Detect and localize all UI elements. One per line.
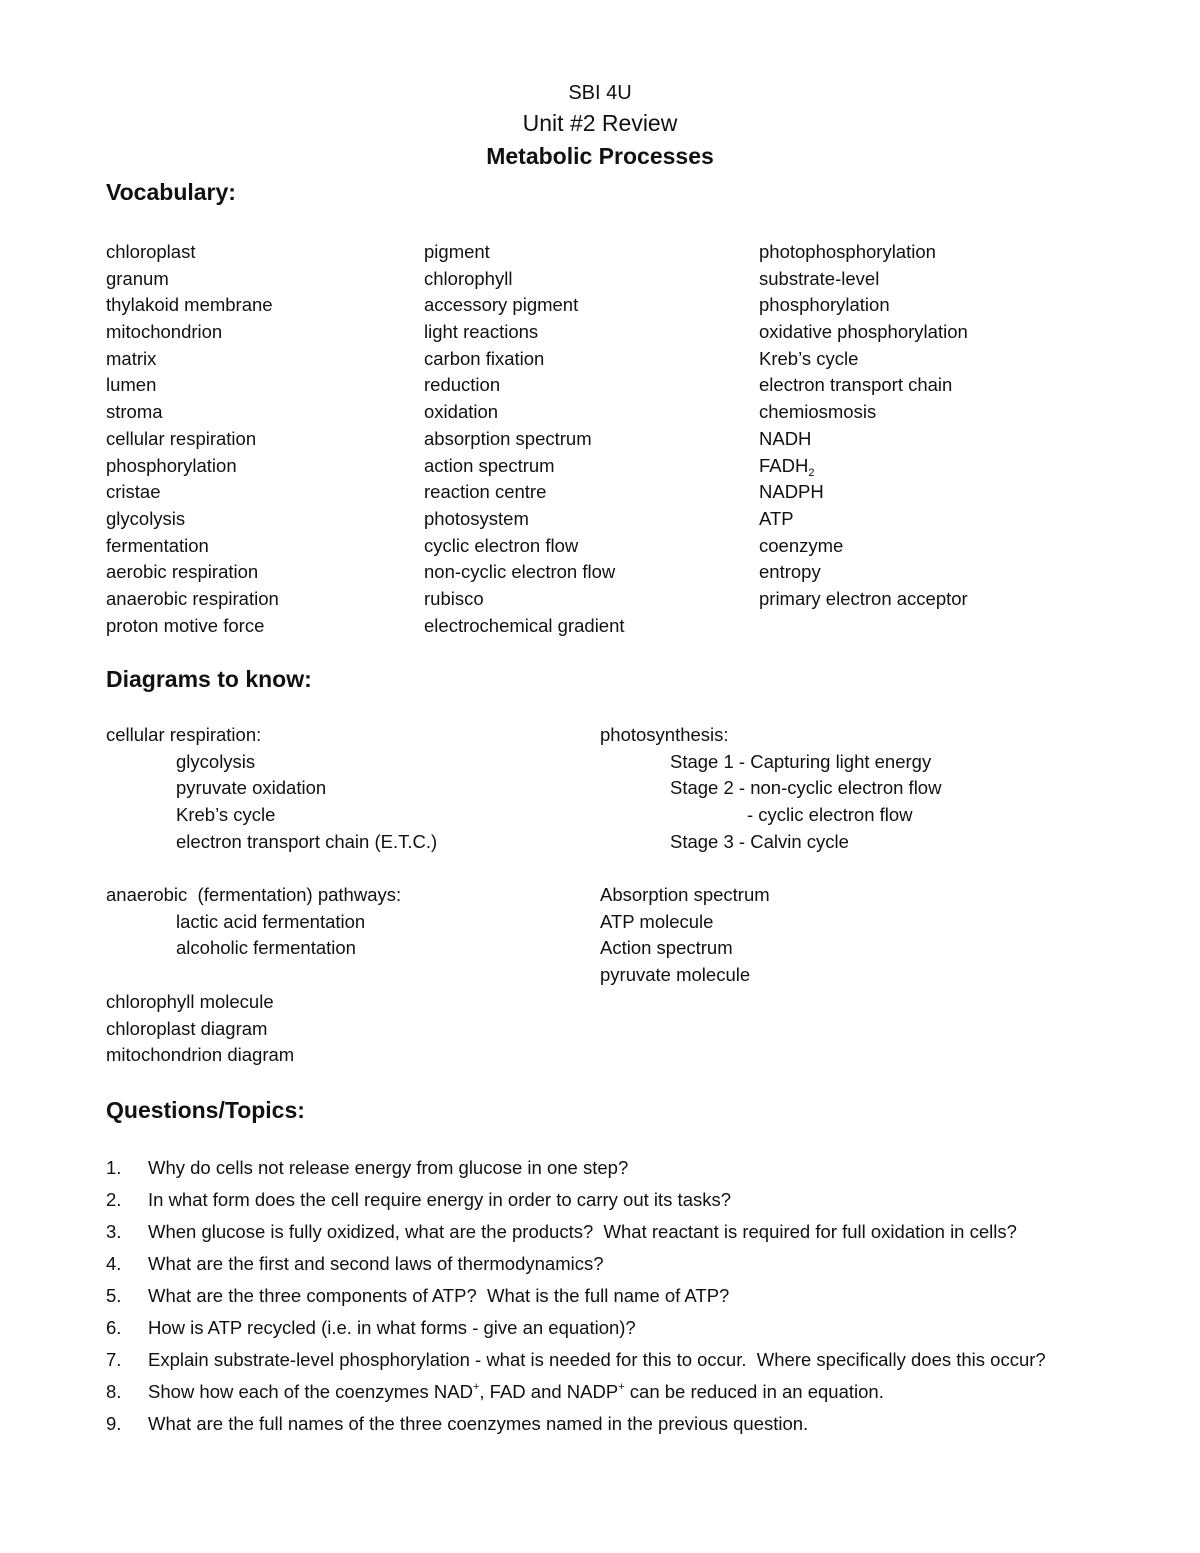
fadh-subscript: 2 <box>808 466 815 479</box>
diagram-item: Stage 2 - non-cyclic electron flow <box>670 777 942 799</box>
question-text: What are the first and second laws of thermodynamics? <box>148 1253 604 1274</box>
vocab-term: accessory pigment <box>424 294 579 316</box>
vocab-term: photophosphorylation <box>759 241 936 262</box>
diagram-item: alcoholic fermentation <box>176 937 356 959</box>
diagram-item: pyruvate oxidation <box>176 777 327 799</box>
unit-title: Unit #2 Review <box>522 110 678 136</box>
vocab-term: ATP <box>759 507 794 529</box>
vocab-term-fadh2 <box>759 453 968 480</box>
diagram-item: chloroplast diagram <box>106 1017 268 1039</box>
questions-list <box>106 1154 1066 1442</box>
vocab-term: Kreb’s cycle <box>759 347 859 369</box>
question-item <box>106 1154 1066 1181</box>
photosynthesis-label: photosynthesis: <box>600 724 729 745</box>
diagram-item: Kreb’s cycle <box>176 804 276 826</box>
question-number: 1. <box>106 1157 122 1178</box>
vocab-term: light reactions <box>424 321 539 343</box>
question-text: Why do cells not release energy from glucose in one step? <box>148 1157 629 1178</box>
vocabulary-heading: Vocabulary: <box>106 179 236 205</box>
vocab-term: electron transport chain <box>759 374 953 396</box>
questions-heading: Questions/Topics: <box>106 1097 305 1123</box>
question-number: 9. <box>106 1413 122 1434</box>
anaerobic-label: anaerobic (fermentation) pathways: <box>106 884 402 905</box>
question-number: 4. <box>106 1253 122 1274</box>
question-text: What are the full names of the three coenzymes named in the previous question. <box>148 1413 809 1434</box>
vocab-term: granum <box>106 267 169 289</box>
question-text-part: can be reduced in an equation. <box>624 1381 884 1402</box>
vocab-term: phosphorylation <box>759 294 890 316</box>
vocab-term: primary electron acceptor <box>759 587 968 609</box>
question-item <box>106 1218 1066 1245</box>
question-text: What are the three components of ATP? What is the full name of ATP? <box>148 1285 730 1306</box>
diagram-item: lactic acid fermentation <box>176 910 366 932</box>
question-item <box>106 1410 1066 1437</box>
vocab-term: cristae <box>106 481 161 503</box>
respiration-diagrams <box>106 722 437 855</box>
diagrams-heading: Diagrams to know: <box>106 666 312 692</box>
vocab-term: stroma <box>106 401 163 423</box>
vocabulary-column-2 <box>424 239 625 639</box>
vocab-term: aerobic respiration <box>106 561 259 583</box>
question-item <box>106 1314 1066 1341</box>
question-text: In what form does the cell require energy in order to carry out its tasks? <box>148 1189 732 1210</box>
vocab-term: NADPH <box>759 481 824 503</box>
vocab-term: substrate-level <box>759 267 880 289</box>
diagram-item: pyruvate molecule <box>600 964 751 986</box>
diagram-item: electron transport chain (E.T.C.) <box>176 830 438 852</box>
question-text-part: Show how each of the coenzymes NAD <box>148 1381 473 1402</box>
diagram-item: mitochondrion diagram <box>106 1044 295 1066</box>
vocab-term: electrochemical gradient <box>424 614 625 636</box>
question-number: 6. <box>106 1317 122 1338</box>
vocab-term: lumen <box>106 374 157 396</box>
vocab-term: proton motive force <box>106 614 265 636</box>
vocabulary-column-3 <box>759 239 968 613</box>
vocab-term: matrix <box>106 347 157 369</box>
vocab-term: NADH <box>759 427 812 449</box>
anaerobic-diagrams <box>106 882 401 962</box>
question-text-part: , FAD and NADP <box>479 1381 619 1402</box>
question-number: 7. <box>106 1349 122 1370</box>
question-item <box>106 1186 1066 1213</box>
vocab-term: entropy <box>759 561 821 583</box>
vocab-term: cyclic electron flow <box>424 534 579 556</box>
vocab-term: cellular respiration <box>106 427 257 449</box>
question-item <box>106 1282 1066 1309</box>
fadh-text: FADH <box>759 454 809 476</box>
vocab-term: coenzyme <box>759 534 844 556</box>
vocab-term: oxidation <box>424 401 499 423</box>
course-code: SBI 4U <box>568 82 632 104</box>
vocab-term: carbon fixation <box>424 347 545 369</box>
diagram-item: Stage 1 - Capturing light energy <box>670 750 932 772</box>
photosynthesis-diagrams <box>600 722 941 855</box>
superscript-plus: + <box>472 1381 480 1393</box>
vocab-term: photosystem <box>424 507 529 529</box>
vocab-term: chloroplast <box>106 241 196 262</box>
vocab-term: mitochondrion <box>106 321 223 343</box>
vocab-term: oxidative phosphorylation <box>759 321 968 343</box>
vocab-term: glycolysis <box>106 507 186 529</box>
question-number: 2. <box>106 1189 122 1210</box>
question-number: 5. <box>106 1285 122 1306</box>
vocab-term: reduction <box>424 374 501 396</box>
vocab-term: absorption spectrum <box>424 427 592 449</box>
extra-diagrams <box>600 882 770 989</box>
vocab-term: anaerobic respiration <box>106 587 279 609</box>
question-item <box>106 1346 1066 1373</box>
question-number: 8. <box>106 1381 122 1402</box>
diagram-item: chlorophyll molecule <box>106 991 274 1012</box>
vocab-term: action spectrum <box>424 454 555 476</box>
vocab-term: thylakoid membrane <box>106 294 273 316</box>
vocab-term: chlorophyll <box>424 267 513 289</box>
vocab-term: non-cyclic electron flow <box>424 561 616 583</box>
respiration-label: cellular respiration: <box>106 724 262 745</box>
vocab-term: phosphorylation <box>106 454 237 476</box>
diagram-item: - cyclic electron flow <box>747 804 913 826</box>
vocab-term: pigment <box>424 241 490 262</box>
misc-diagrams <box>106 989 294 1069</box>
question-item <box>106 1378 1066 1405</box>
diagram-item: Absorption spectrum <box>600 884 770 905</box>
superscript-plus: + <box>618 1381 625 1393</box>
question-text: How is ATP recycled (i.e. in what forms - give an equation)? <box>148 1317 636 1338</box>
vocab-term: chemiosmosis <box>759 401 877 423</box>
vocab-term: reaction centre <box>424 481 547 503</box>
question-text: Explain substrate-level phosphorylation - what is needed for this to occur. Where specifically does this occur? <box>148 1349 1046 1370</box>
vocab-term: fermentation <box>106 534 209 556</box>
vocab-term: rubisco <box>424 587 484 609</box>
diagram-item: Stage 3 - Calvin cycle <box>670 830 849 852</box>
page-title: Metabolic Processes <box>486 143 714 169</box>
question-text: When glucose is fully oxidized, what are the products? What reactant is required for full oxidation in cells? <box>148 1221 1017 1242</box>
diagram-item: ATP molecule <box>600 910 714 932</box>
vocabulary-column-1 <box>106 239 279 639</box>
question-item <box>106 1250 1066 1277</box>
diagram-item: glycolysis <box>176 750 256 772</box>
diagram-item: Action spectrum <box>600 937 733 959</box>
question-number: 3. <box>106 1221 122 1242</box>
